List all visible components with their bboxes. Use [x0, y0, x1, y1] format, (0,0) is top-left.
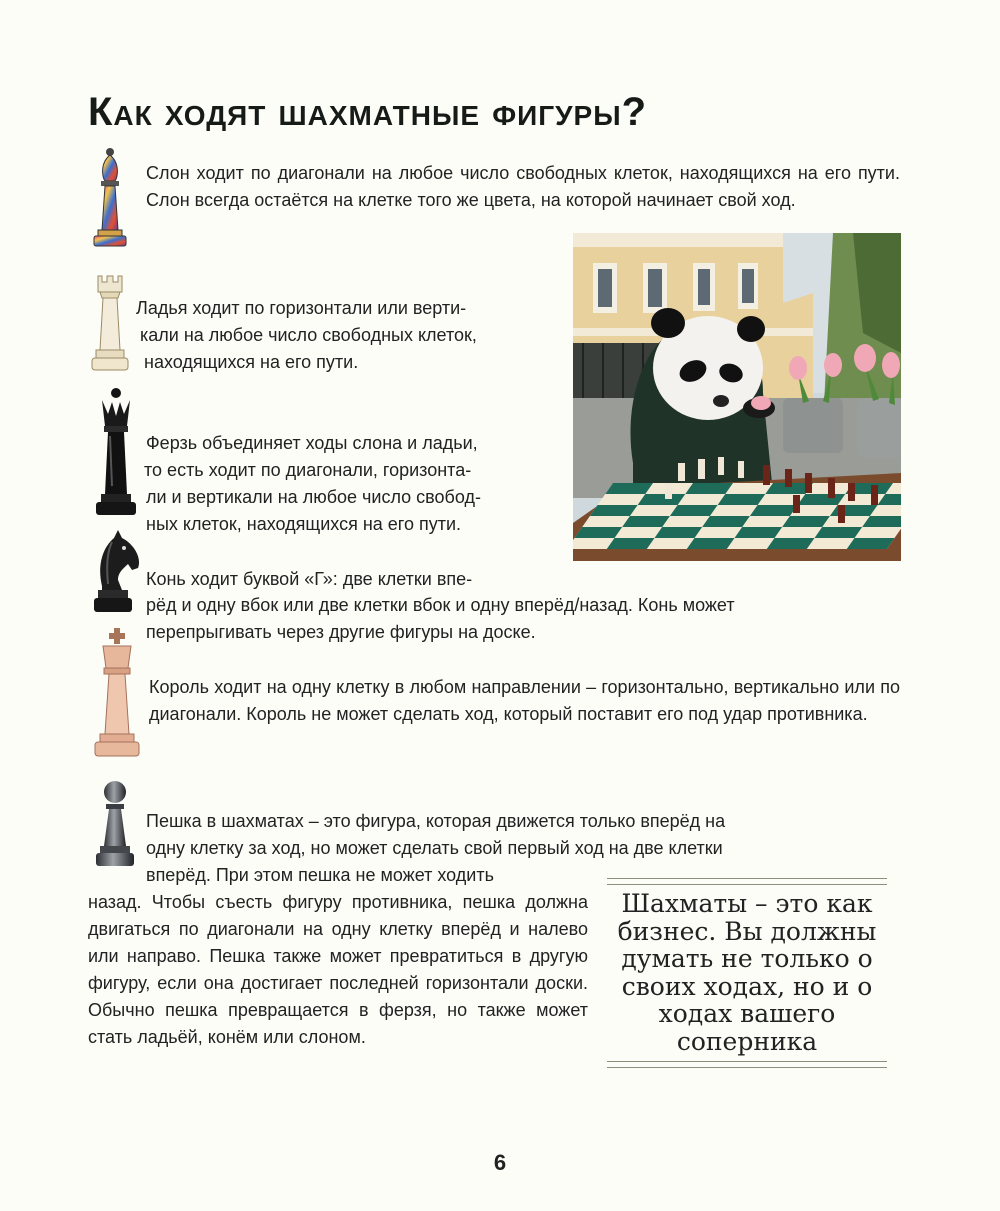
- rook-line1: Ладья ходит по горизонтали или верти-: [136, 298, 467, 318]
- quote-bottom-rule: [607, 1061, 887, 1068]
- bishop-icon: [88, 145, 132, 255]
- quote-top-rule: [607, 878, 887, 885]
- panda-chess-photo: [573, 233, 901, 561]
- rook-icon: [88, 272, 132, 376]
- knight-line3: перепрыгивать через другие фигуры на доске.: [146, 622, 536, 642]
- quote-box: [607, 878, 887, 1068]
- knight-icon: [88, 528, 144, 618]
- queen-line3: ли и вертикали на любое число свобод-: [146, 487, 481, 507]
- knight-line1: Конь ходит буквой «Г»: две клетки впе-: [146, 569, 473, 589]
- knight-line2: рёд и одну вбок или две клетки вбок и одну вперёд/назад. Конь может: [146, 595, 735, 615]
- queen-icon: [92, 386, 140, 520]
- queen-line1: Ферзь объединяет ходы слона и ладьи,: [146, 433, 478, 453]
- pawn-description-rest: назад. Чтобы съесть фигуру противника, пешка должна двигаться по диагонали на одну клетку вперёд и налево или направо. Пешка также может превратиться в другую фигуру, если она достигает последней горизонтали доски. Обычно пешка превращается в ферзя, но также может стать ладьёй, конём или слоном.: [88, 892, 588, 1047]
- pawn-line2: одну клетку за ход, но может сделать свой первый ход на две клетки: [146, 838, 723, 858]
- queen-line2: то есть ходит по диагонали, горизонта-: [144, 460, 472, 480]
- page-title: Как ходят шахматные фигуры?: [88, 90, 648, 134]
- king-icon: [90, 626, 144, 760]
- rook-line3: находящихся на его пути.: [144, 352, 359, 372]
- rook-line2: кали на любое число свободных клеток,: [140, 325, 477, 345]
- pawn-icon: [92, 778, 138, 870]
- bishop-description: Слон ходит по диагонали на любое число свободных клеток, находящихся на его пути. Слон всегда остаётся на клетке того же цвета, на которой начинает свой ход.: [146, 163, 900, 210]
- queen-line4: ных клеток, находящихся на его пути.: [146, 514, 462, 534]
- pawn-line3: вперёд. При этом пешка не может ходить: [146, 865, 494, 885]
- king-description: Король ходит на одну клетку в любом направлении – горизонтально, вертикально или по диагонали. Король не может сделать ход, который поставит его под удар противника.: [149, 677, 900, 724]
- page-number: 6: [493, 1150, 507, 1175]
- quote-text: Шахматы – это как бизнес. Вы должны думать не только о своих ходах, но и о ходах вашего соперника: [617, 889, 877, 1056]
- pawn-line1: Пешка в шахматах – это фигура, которая движется только вперёд на: [146, 811, 726, 831]
